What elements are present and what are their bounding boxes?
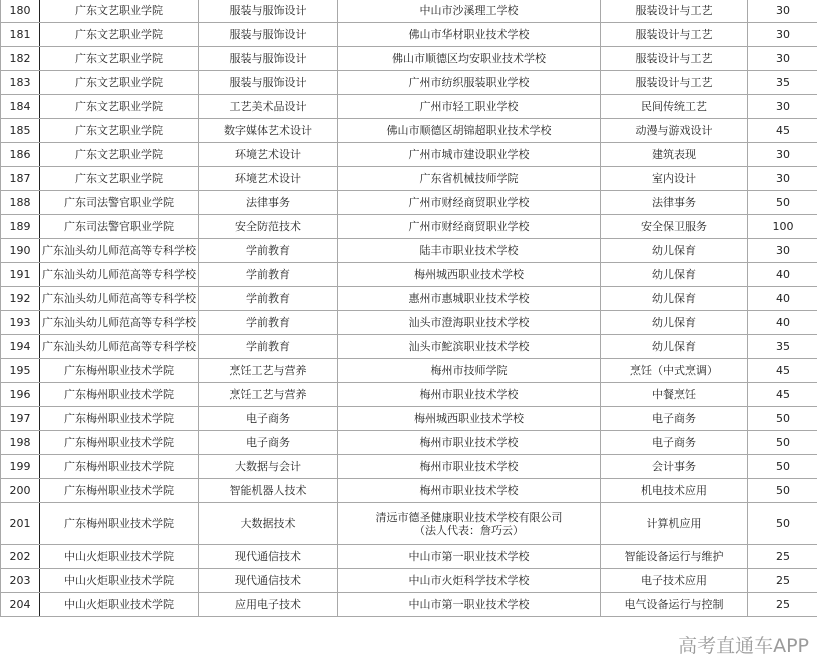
enrollment-count: 40 bbox=[748, 311, 817, 335]
college-name: 广东文艺职业学院 bbox=[40, 47, 199, 71]
row-number: 190 bbox=[1, 239, 40, 263]
table-row bbox=[1, 167, 817, 191]
table-row bbox=[1, 335, 817, 359]
partner-school: 梅州城西职业技术学校 bbox=[338, 263, 601, 287]
row-number: 183 bbox=[1, 71, 40, 95]
row-number: 182 bbox=[1, 47, 40, 71]
enrollment-count: 50 bbox=[748, 479, 817, 503]
row-number: 197 bbox=[1, 407, 40, 431]
college-major: 服装与服饰设计 bbox=[199, 47, 338, 71]
school-major: 幼儿保育 bbox=[601, 263, 748, 287]
partner-school: 佛山市顺德区均安职业技术学校 bbox=[338, 47, 601, 71]
enrollment-count: 100 bbox=[748, 215, 817, 239]
table-row bbox=[1, 119, 817, 143]
partner-school: 汕头市鮀滨职业技术学校 bbox=[338, 335, 601, 359]
college-name: 广东文艺职业学院 bbox=[40, 23, 199, 47]
college-name: 广东文艺职业学院 bbox=[40, 167, 199, 191]
college-major: 环境艺术设计 bbox=[199, 167, 338, 191]
enrollment-count: 30 bbox=[748, 47, 817, 71]
college-major: 学前教育 bbox=[199, 287, 338, 311]
row-number: 193 bbox=[1, 311, 40, 335]
school-major: 计算机应用 bbox=[601, 503, 748, 545]
partner-school: 梅州市职业技术学校 bbox=[338, 383, 601, 407]
row-number: 198 bbox=[1, 431, 40, 455]
row-number: 189 bbox=[1, 215, 40, 239]
partner-school: 中山市第一职业技术学校 bbox=[338, 545, 601, 569]
row-number: 196 bbox=[1, 383, 40, 407]
school-major: 烹饪（中式烹调） bbox=[601, 359, 748, 383]
college-major: 现代通信技术 bbox=[199, 569, 338, 593]
school-major: 电气设备运行与控制 bbox=[601, 593, 748, 617]
partner-school: 广州市财经商贸职业学校 bbox=[338, 215, 601, 239]
college-major: 现代通信技术 bbox=[199, 545, 338, 569]
row-number: 191 bbox=[1, 263, 40, 287]
college-major: 服装与服饰设计 bbox=[199, 23, 338, 47]
enrollment-count: 25 bbox=[748, 545, 817, 569]
row-number: 195 bbox=[1, 359, 40, 383]
school-major: 服装设计与工艺 bbox=[601, 47, 748, 71]
college-major: 服装与服饰设计 bbox=[199, 71, 338, 95]
row-number: 201 bbox=[1, 503, 40, 545]
college-name: 广东文艺职业学院 bbox=[40, 95, 199, 119]
college-name: 广东汕头幼儿师范高等专科学校 bbox=[40, 263, 199, 287]
college-major: 学前教育 bbox=[199, 335, 338, 359]
enrollment-count: 30 bbox=[748, 95, 817, 119]
table-row bbox=[1, 503, 817, 545]
college-major: 工艺美术品设计 bbox=[199, 95, 338, 119]
row-number: 202 bbox=[1, 545, 40, 569]
table-row bbox=[1, 143, 817, 167]
row-number: 203 bbox=[1, 569, 40, 593]
row-number: 200 bbox=[1, 479, 40, 503]
enrollment-count: 50 bbox=[748, 191, 817, 215]
college-name: 广东汕头幼儿师范高等专科学校 bbox=[40, 239, 199, 263]
enrollment-count: 35 bbox=[748, 335, 817, 359]
row-number: 186 bbox=[1, 143, 40, 167]
school-major: 幼儿保育 bbox=[601, 335, 748, 359]
table-row bbox=[1, 479, 817, 503]
college-major: 服装与服饰设计 bbox=[199, 0, 338, 23]
partner-school: 佛山市顺德区胡锦超职业技术学校 bbox=[338, 119, 601, 143]
enrollment-count: 35 bbox=[748, 71, 817, 95]
college-name: 广东梅州职业技术学院 bbox=[40, 359, 199, 383]
table-row bbox=[1, 0, 817, 23]
school-major: 电子商务 bbox=[601, 431, 748, 455]
enrollment-count: 25 bbox=[748, 593, 817, 617]
partner-school: 梅州城西职业技术学校 bbox=[338, 407, 601, 431]
enrollment-count: 50 bbox=[748, 431, 817, 455]
college-name: 广东司法警官职业学院 bbox=[40, 215, 199, 239]
partner-school: 中山市火炬科学技术学校 bbox=[338, 569, 601, 593]
college-major: 大数据与会计 bbox=[199, 455, 338, 479]
college-name: 广东梅州职业技术学院 bbox=[40, 431, 199, 455]
table-row bbox=[1, 383, 817, 407]
school-major: 室内设计 bbox=[601, 167, 748, 191]
college-major: 烹饪工艺与营养 bbox=[199, 383, 338, 407]
partner-school: 惠州市惠城职业技术学校 bbox=[338, 287, 601, 311]
table-row bbox=[1, 191, 817, 215]
college-major: 数字媒体艺术设计 bbox=[199, 119, 338, 143]
row-number: 192 bbox=[1, 287, 40, 311]
college-major: 学前教育 bbox=[199, 239, 338, 263]
college-major: 环境艺术设计 bbox=[199, 143, 338, 167]
table-row bbox=[1, 593, 817, 617]
school-major: 电子技术应用 bbox=[601, 569, 748, 593]
college-major: 学前教育 bbox=[199, 263, 338, 287]
row-number: 187 bbox=[1, 167, 40, 191]
partner-school: 广州市轻工职业学校 bbox=[338, 95, 601, 119]
school-major: 服装设计与工艺 bbox=[601, 0, 748, 23]
college-major: 烹饪工艺与营养 bbox=[199, 359, 338, 383]
table-row bbox=[1, 359, 817, 383]
college-name: 广东汕头幼儿师范高等专科学校 bbox=[40, 287, 199, 311]
college-major: 安全防范技术 bbox=[199, 215, 338, 239]
table-row bbox=[1, 263, 817, 287]
table-row bbox=[1, 311, 817, 335]
school-major: 电子商务 bbox=[601, 407, 748, 431]
college-major: 电子商务 bbox=[199, 431, 338, 455]
table-row bbox=[1, 545, 817, 569]
school-major: 建筑表现 bbox=[601, 143, 748, 167]
row-number: 204 bbox=[1, 593, 40, 617]
table-row bbox=[1, 407, 817, 431]
table-row bbox=[1, 431, 817, 455]
enrollment-count: 30 bbox=[748, 143, 817, 167]
partner-school: 广州市纺织服装职业学校 bbox=[338, 71, 601, 95]
college-name: 广东汕头幼儿师范高等专科学校 bbox=[40, 335, 199, 359]
enrollment-count: 40 bbox=[748, 263, 817, 287]
partner-school: 中山市第一职业技术学校 bbox=[338, 593, 601, 617]
row-number: 188 bbox=[1, 191, 40, 215]
school-major: 幼儿保育 bbox=[601, 287, 748, 311]
partner-school: 梅州市职业技术学校 bbox=[338, 455, 601, 479]
college-major: 电子商务 bbox=[199, 407, 338, 431]
enrollment-count: 50 bbox=[748, 407, 817, 431]
watermark: 高考直通车APP bbox=[678, 635, 809, 657]
college-major: 应用电子技术 bbox=[199, 593, 338, 617]
college-name: 广东文艺职业学院 bbox=[40, 143, 199, 167]
college-name: 广东汕头幼儿师范高等专科学校 bbox=[40, 311, 199, 335]
enrollment-count: 30 bbox=[748, 23, 817, 47]
college-name: 中山火炬职业技术学院 bbox=[40, 593, 199, 617]
partner-school: 陆丰市职业技术学校 bbox=[338, 239, 601, 263]
college-name: 广东梅州职业技术学院 bbox=[40, 383, 199, 407]
school-major: 民间传统工艺 bbox=[601, 95, 748, 119]
college-name: 广东梅州职业技术学院 bbox=[40, 407, 199, 431]
college-major: 智能机器人技术 bbox=[199, 479, 338, 503]
college-name: 广东梅州职业技术学院 bbox=[40, 479, 199, 503]
school-major: 安全保卫服务 bbox=[601, 215, 748, 239]
enrollment-count: 30 bbox=[748, 0, 817, 23]
row-number: 194 bbox=[1, 335, 40, 359]
table-row bbox=[1, 47, 817, 71]
table-body bbox=[1, 0, 817, 617]
college-name: 广东文艺职业学院 bbox=[40, 119, 199, 143]
college-name: 广东文艺职业学院 bbox=[40, 0, 199, 23]
school-major: 智能设备运行与维护 bbox=[601, 545, 748, 569]
row-number: 181 bbox=[1, 23, 40, 47]
partner-school: 梅州市技师学院 bbox=[338, 359, 601, 383]
school-major: 服装设计与工艺 bbox=[601, 23, 748, 47]
college-major: 法律事务 bbox=[199, 191, 338, 215]
partner-school: 清远市德圣健康职业技术学校有限公司 （法人代表：詹巧云） bbox=[338, 503, 601, 545]
enrollment-count: 40 bbox=[748, 287, 817, 311]
college-name: 中山火炬职业技术学院 bbox=[40, 545, 199, 569]
row-number: 180 bbox=[1, 0, 40, 23]
college-name: 中山火炬职业技术学院 bbox=[40, 569, 199, 593]
school-major: 中餐烹饪 bbox=[601, 383, 748, 407]
partner-school: 广州市城市建设职业学校 bbox=[338, 143, 601, 167]
enrollment-count: 45 bbox=[748, 383, 817, 407]
table-row bbox=[1, 23, 817, 47]
row-number: 199 bbox=[1, 455, 40, 479]
college-name: 广东司法警官职业学院 bbox=[40, 191, 199, 215]
enrollment-count: 30 bbox=[748, 167, 817, 191]
partner-school: 梅州市职业技术学校 bbox=[338, 431, 601, 455]
table-row bbox=[1, 71, 817, 95]
school-major: 服装设计与工艺 bbox=[601, 71, 748, 95]
partner-school: 汕头市澄海职业技术学校 bbox=[338, 311, 601, 335]
partner-school: 广东省机械技师学院 bbox=[338, 167, 601, 191]
enrollment-count: 25 bbox=[748, 569, 817, 593]
enrollment-count: 45 bbox=[748, 359, 817, 383]
table-row bbox=[1, 239, 817, 263]
partner-school: 梅州市职业技术学校 bbox=[338, 479, 601, 503]
table-row bbox=[1, 455, 817, 479]
school-major: 幼儿保育 bbox=[601, 239, 748, 263]
partner-school: 中山市沙溪理工学校 bbox=[338, 0, 601, 23]
enrollment-count: 45 bbox=[748, 119, 817, 143]
school-major: 法律事务 bbox=[601, 191, 748, 215]
school-major: 机电技术应用 bbox=[601, 479, 748, 503]
table-row bbox=[1, 287, 817, 311]
enrollment-count: 30 bbox=[748, 239, 817, 263]
college-major: 大数据技术 bbox=[199, 503, 338, 545]
school-major: 会计事务 bbox=[601, 455, 748, 479]
row-number: 185 bbox=[1, 119, 40, 143]
table-row bbox=[1, 215, 817, 239]
college-name: 广东文艺职业学院 bbox=[40, 71, 199, 95]
enrollment-count: 50 bbox=[748, 455, 817, 479]
partner-school: 佛山市华材职业技术学校 bbox=[338, 23, 601, 47]
college-name: 广东梅州职业技术学院 bbox=[40, 455, 199, 479]
school-major: 幼儿保育 bbox=[601, 311, 748, 335]
row-number: 184 bbox=[1, 95, 40, 119]
enrollment-count: 50 bbox=[748, 503, 817, 545]
partner-school: 广州市财经商贸职业学校 bbox=[338, 191, 601, 215]
school-major: 动漫与游戏设计 bbox=[601, 119, 748, 143]
college-major: 学前教育 bbox=[199, 311, 338, 335]
table-row bbox=[1, 569, 817, 593]
college-name: 广东梅州职业技术学院 bbox=[40, 503, 199, 545]
table-row bbox=[1, 95, 817, 119]
